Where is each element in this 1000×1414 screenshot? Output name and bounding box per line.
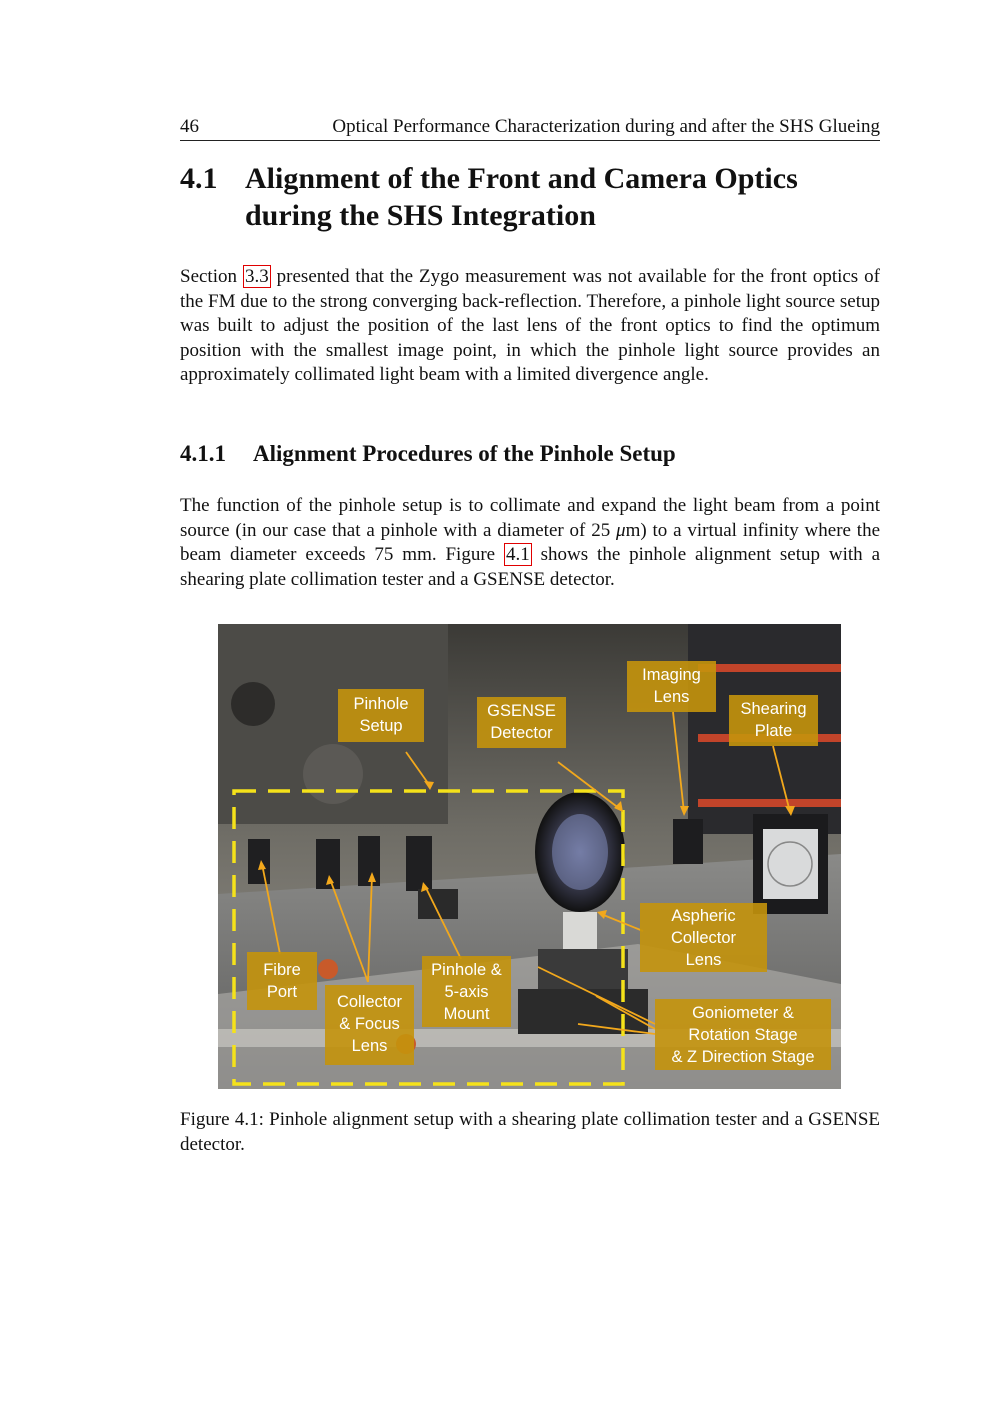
label-gsense-detector: GSENSE Detector: [477, 697, 566, 748]
page-number: 46: [180, 116, 199, 137]
label-pinhole-setup: Pinhole Setup: [338, 689, 424, 742]
fibre-port-mount: [248, 839, 270, 884]
figure-photo: [218, 624, 841, 1089]
label-imaging-lens: Imaging Lens: [627, 661, 716, 712]
pinhole-mount: [406, 836, 432, 891]
section-title: Alignment of the Front and Camera Optics during the SHS Integration: [245, 162, 798, 232]
section-number: 4.1: [180, 162, 218, 195]
section-heading: [180, 160, 880, 234]
section-ref-link[interactable]: 3.3: [244, 266, 269, 287]
running-head: [180, 114, 880, 141]
text: m) to a virtual infinity where the beam diameter exceeds 75 mm. Figure: [180, 519, 881, 565]
knob: [318, 959, 338, 979]
figure-ref-link[interactable]: 4.1: [506, 544, 530, 565]
subsection-title: Alignment Procedures of the Pinhole Setup: [253, 441, 676, 466]
text: shows the pinhole alignment setup with a shearing plate collimation tester and a GSENSE detector.: [180, 544, 880, 590]
aspheric-lens-glass: [552, 814, 608, 890]
text: Section: [180, 266, 243, 287]
subsection-heading: [180, 439, 880, 469]
pinhole-stage: [418, 889, 458, 919]
label-fibre-port: Fibre Port: [247, 952, 317, 1010]
label-collector-focus: Collector & Focus Lens: [325, 985, 414, 1065]
label-goniometer: Goniometer & Rotation Stage & Z Direction Stage: [655, 999, 831, 1070]
text: presented that the Zygo measurement was not available for the front optics of the FM due to the strong converging back-reflection. Therefore, a pinhole light source setup was built to adjust the position of the last lens of the front optics to find the optimum position with the smallest image point, in which the pinhole light source provides an approximately collimated light beam with a limited divergence angle.: [180, 266, 880, 385]
goniometer: [538, 949, 628, 989]
shearing-plate-screen: [763, 829, 818, 899]
label-aspheric-lens: Aspheric Collector Lens: [640, 903, 767, 972]
shelf-bar: [698, 664, 841, 672]
label-pinhole-mount: Pinhole & 5-axis Mount: [422, 956, 511, 1027]
mu-symbol: μ: [616, 519, 626, 541]
figure-caption: Figure 4.1: Pinhole alignment setup with a shearing plate collimation tester and a GSENSE detector.: [180, 1109, 880, 1155]
focus-mount: [358, 836, 380, 886]
chamber-port: [231, 682, 275, 726]
shelf-bar: [698, 799, 841, 807]
lens-post: [563, 912, 597, 952]
subsection-number: 4.1.1: [180, 441, 226, 466]
section-paragraph: [180, 265, 880, 388]
chamber-flange: [303, 744, 363, 804]
label-shearing-plate: Shearing Plate: [729, 695, 818, 746]
subsection-paragraph: [180, 494, 880, 592]
running-title: Optical Performance Characterization during and after the SHS Glueing: [332, 116, 880, 137]
text: The function of the pinhole setup is to collimate and expand the light beam from a point source (in our case that a pinhole with a diameter of 25: [180, 495, 880, 541]
imaging-lens: [673, 819, 703, 864]
